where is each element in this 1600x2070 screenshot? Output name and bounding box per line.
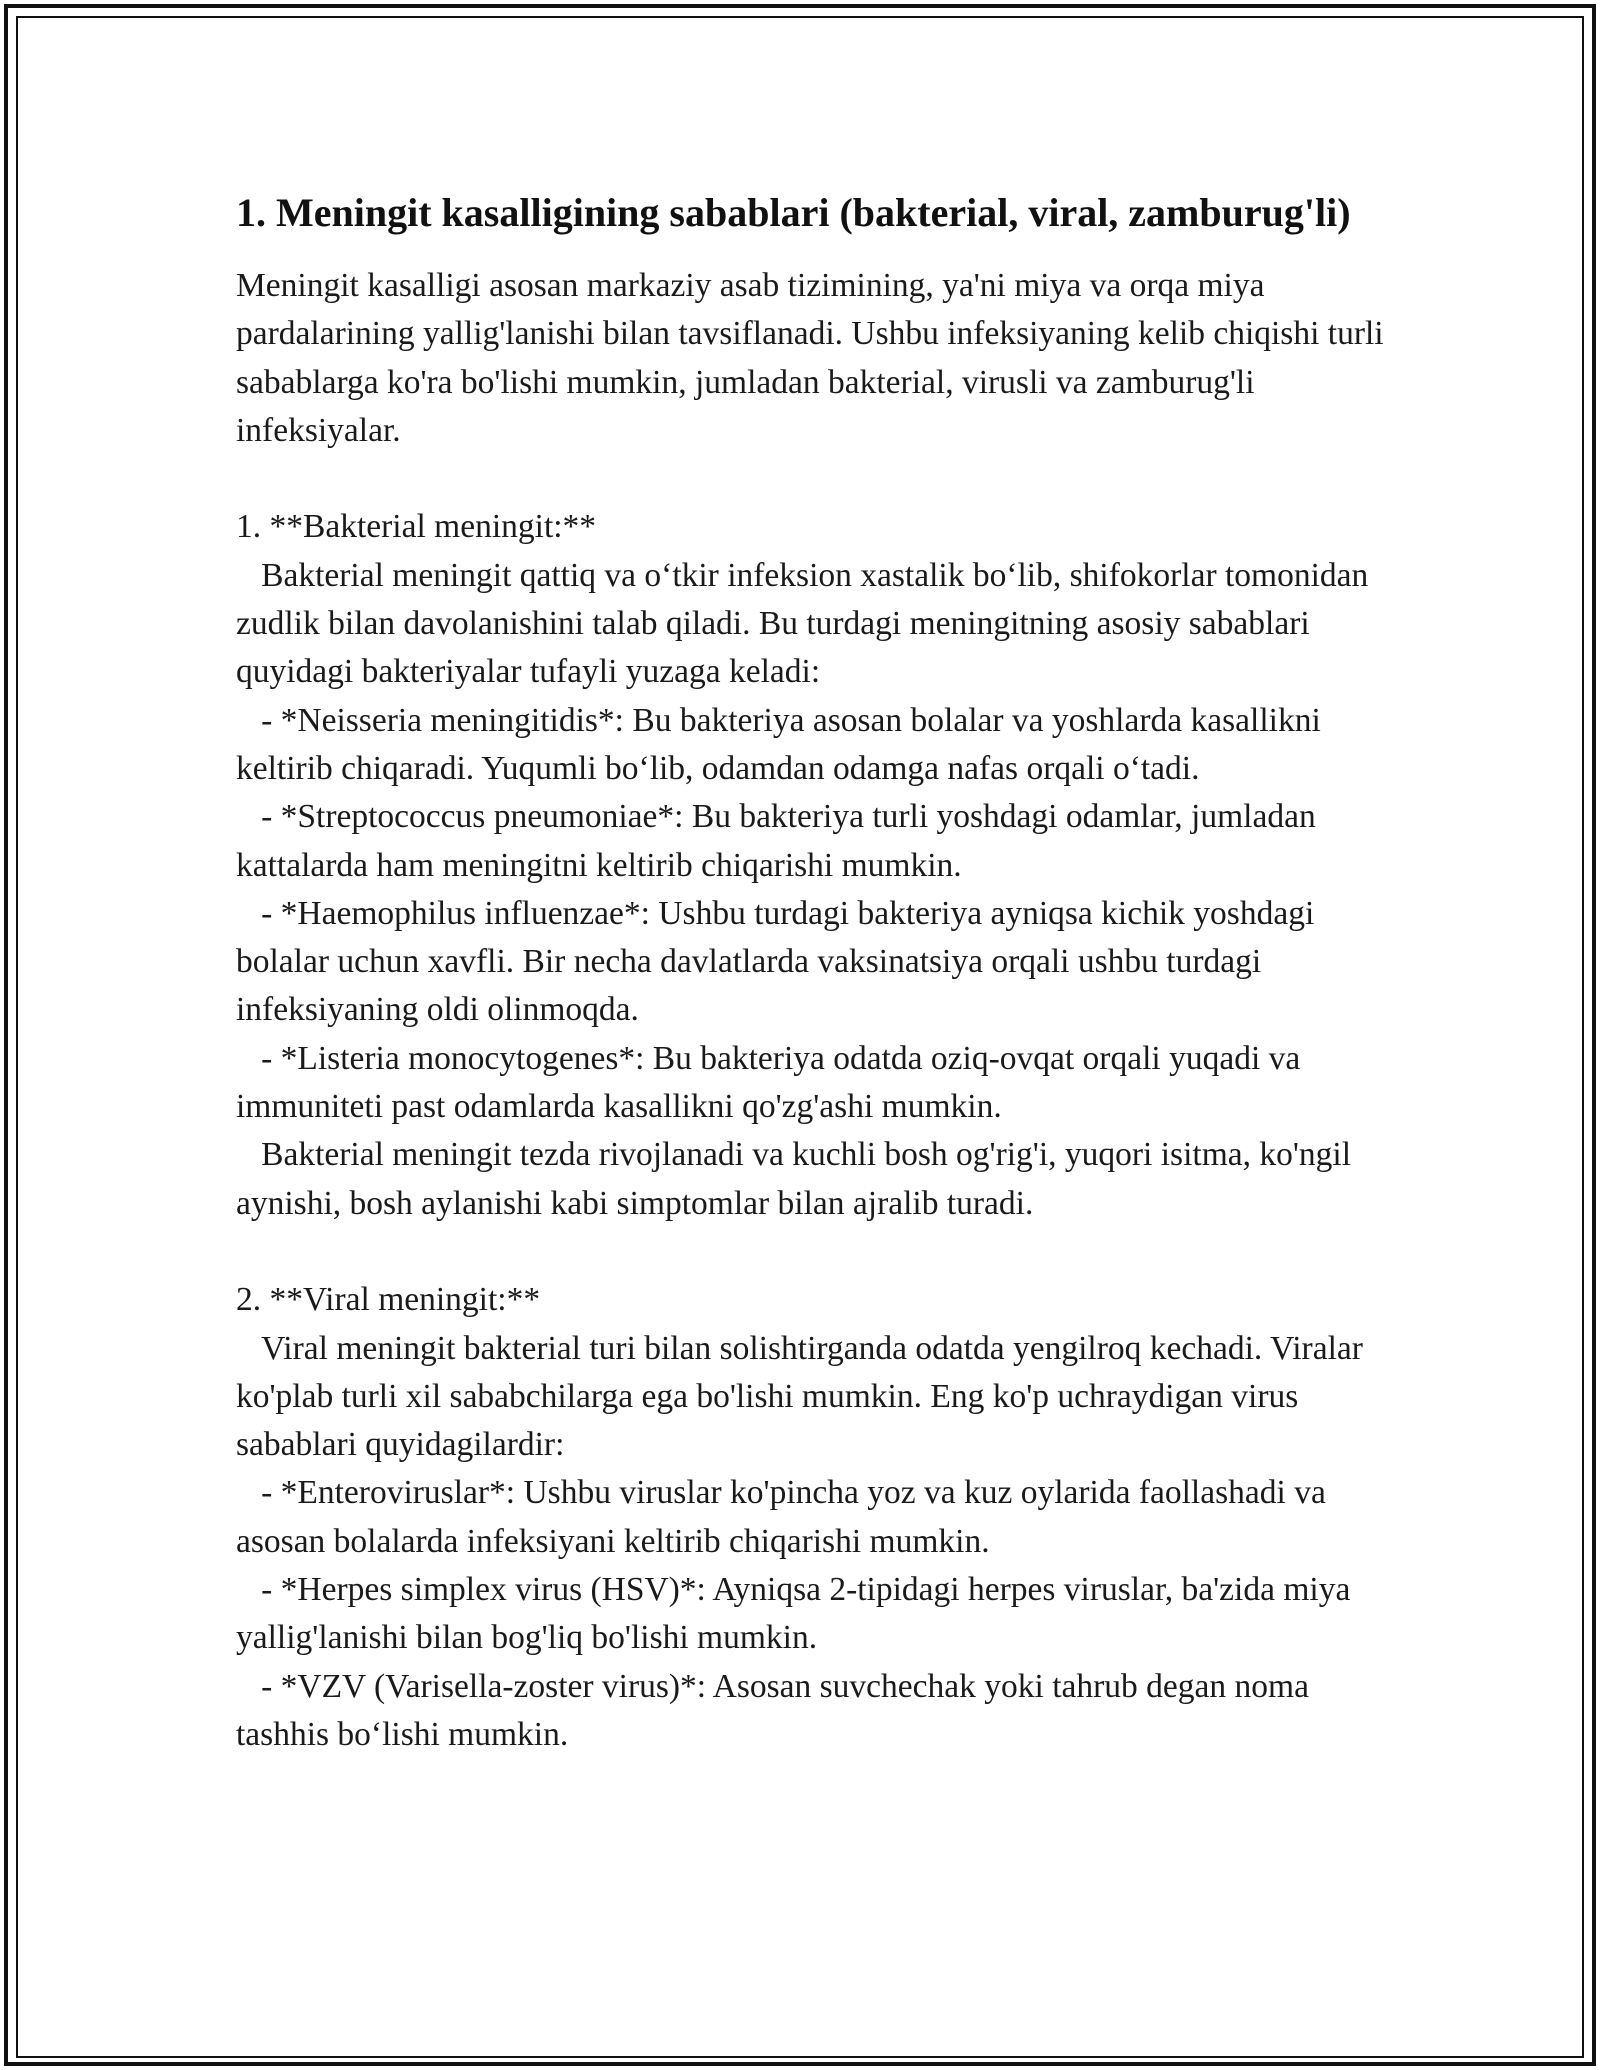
document-body: Meningit kasalligi asosan markaziy asab tizimining, ya'ni miya va orqa miya pardalarining yallig'lanishi bilan tavsiflanadi. Ushbu infeksiyaning kelib chiqishi turli sabablarga ko'ra bo'lishi mumkin, jumladan bakterial, virusli va zamburug'li infeksiyalar. 1. **Bakterial meningit:** Bakterial meningit qattiq va o‘tkir infeksion xastalik bo‘lib, shifokorlar tomonidan zudlik bilan davolanishini talab qiladi. Bu turdagi meningitning asosiy sabablari quyidagi bakteriyalar tufayli yuzaga keladi: - *Neisseria meningitidis*: Bu bakteriya asosan bolalar va yoshlarda kasallikni keltirib chiqaradi. Yuqumli bo‘lib, odamdan odamga nafas orqali o‘tadi. - *Streptococcus pneumoniae*: Bu bakteriya turli yoshdagi odamlar, jumladan kattalarda ham meningitni keltirib chiqarishi mumkin. - *Haemophilus influenzae*: Ushbu turdagi bakteriya ayniqsa kichik yoshdagi bolalar uchun xavfli. Bir necha davlatlarda vaksinatsiya orqali ushbu turdagi infeksiyaning oldi olinmoqda. - *Listeria monocytogenes*: Bu bakteriya odatda oziq-ovqat orqali yuqadi va immuniteti past odamlarda kasallikni qo'zg'ashi mumkin. Bakterial meningit tezda rivojlanadi va kuchli bosh og'rig'i, yuqori isitma, ko'ngil aynishi, bosh aylanishi kabi simptomlar bilan ajralib turadi. 2. **Viral meningit:** Viral meningit bakterial turi bilan solishtirganda odatda yengilroq kechadi. Viralar ko'plab turli xil sababchilarga ega bo'lishi mumkin. Eng ko'p uchraydigan virus sabablari quyidagilardir: - *Enteroviruslar*: Ushbu viruslar ko'pincha yoz va kuz oylarida faollashadi va asosan bolalarda infeksiyani keltirib chiqarishi mumkin. - *Herpes simplex virus (HSV)*: Ayniqsa 2-tipidagi herpes viruslar, ba'zida miya yallig'lanishi bilan bog'liq bo'lishi mumkin. - *VZV (Varisella-zoster virus)*: Asosan suvchechak yoki tahrub degan noma tashhis bo‘lishi mumkin. (236, 267, 1384, 1753)
document-content (236, 184, 1386, 1759)
document-title: 1. Meningit kasalligining sabablari (bakterial, viral, zamburug'li) (236, 190, 1351, 235)
